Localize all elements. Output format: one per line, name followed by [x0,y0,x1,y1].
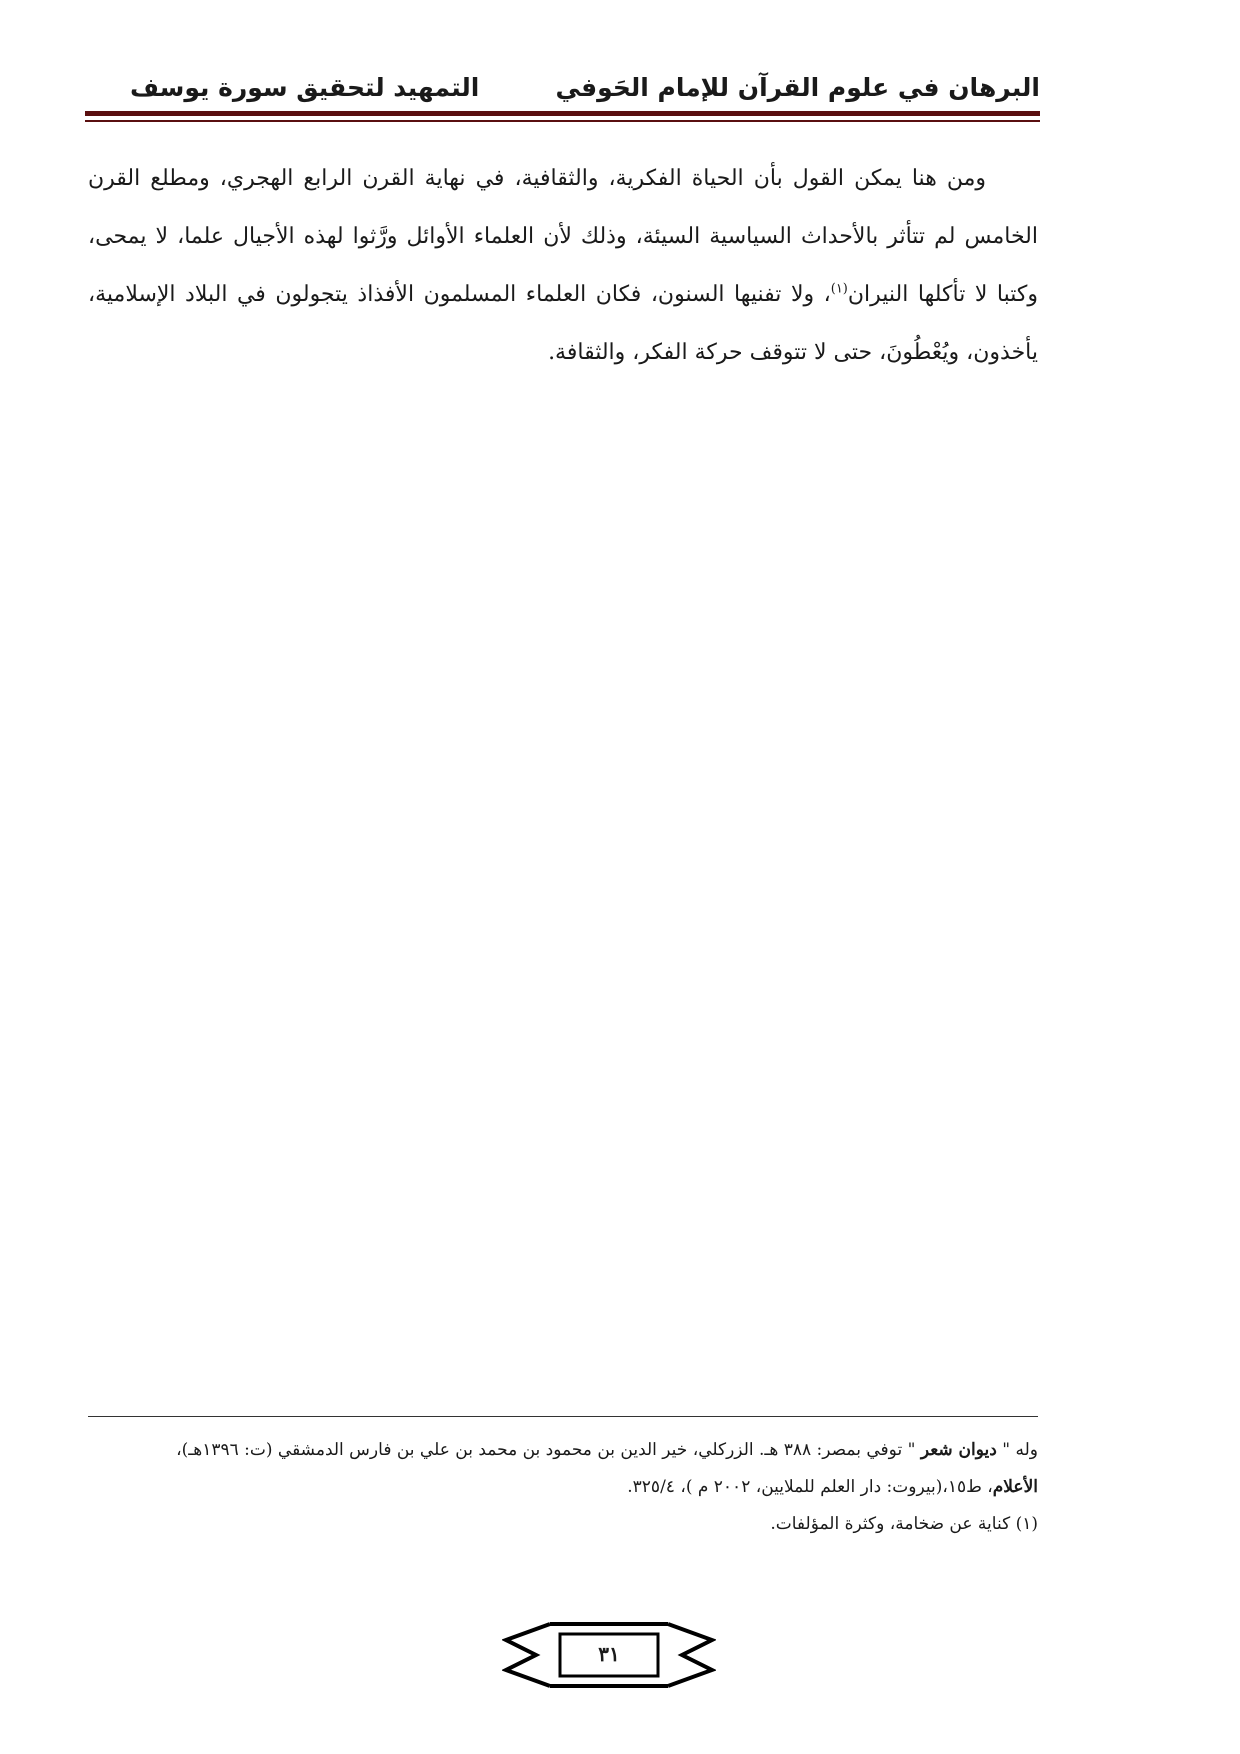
footnote-reference-1: (١) [830,281,848,297]
book-title: البرهان في علوم القرآن للإمام الحَوفي [555,73,1040,102]
header-rule-thick [85,111,1040,116]
main-text [88,150,1038,382]
footnote-text: ، ط١٥،(بيروت: دار العلم للملايين، ٢٠٠٢ م )، ٣٢٥/٤. [627,1477,993,1497]
footnote-continuation-line-1 [88,1432,1038,1469]
chapter-title: التمهيد لتحقيق سورة يوسف [130,73,480,102]
footnotes [88,1432,1038,1543]
footnote-separator [88,1416,1038,1417]
body-line-2: الخامس لم تتأثر بالأحداث السياسية السيئة، وذلك لأن العلماء الأوائل ورَّثوا لهذه الأجيال علما، لا [155,224,1038,249]
footnote-continuation-line-2 [88,1469,1038,1506]
page-number: ٣١ [598,1642,620,1666]
body-line-3-end: ، ولا تفنيها السنون، فكان العلماء المسلمون الأفذاذ يتجولون في [236,282,831,307]
header-rule-thin [85,120,1040,122]
footnote-text: " توفي بمصر: ٣٨٨ هـ. الزركلي، خير الدين بن محمود بن محمد بن علي بن فارس الدمشقي (ت: ١٣٩٦هـ)، [176,1440,916,1460]
footnote-bold-source: الأعلام [992,1477,1038,1497]
body-line-3-start: يمحى، وكتبا لا تأكلها النيران [88,224,1038,307]
body-line-1: ومن هنا يمكن القول بأن الحياة الفكرية، والثقافية، في نهاية القرن الرابع الهجري، ومطلع القرن [88,166,986,191]
body-paragraph [88,150,1038,382]
footnote-text: وله " [1002,1440,1038,1460]
footnote-1: (١) كناية عن ضخامة، وكثرة المؤلفات. [770,1514,1038,1534]
page-header [85,70,1040,110]
body-line-4: البلاد الإسلامية، يأخذون، ويُعْطُونَ، حتى لا تتوقف حركة الفكر، والثقافة. [88,282,1038,365]
footnote-bold-title: ديوان شعر [920,1440,997,1460]
